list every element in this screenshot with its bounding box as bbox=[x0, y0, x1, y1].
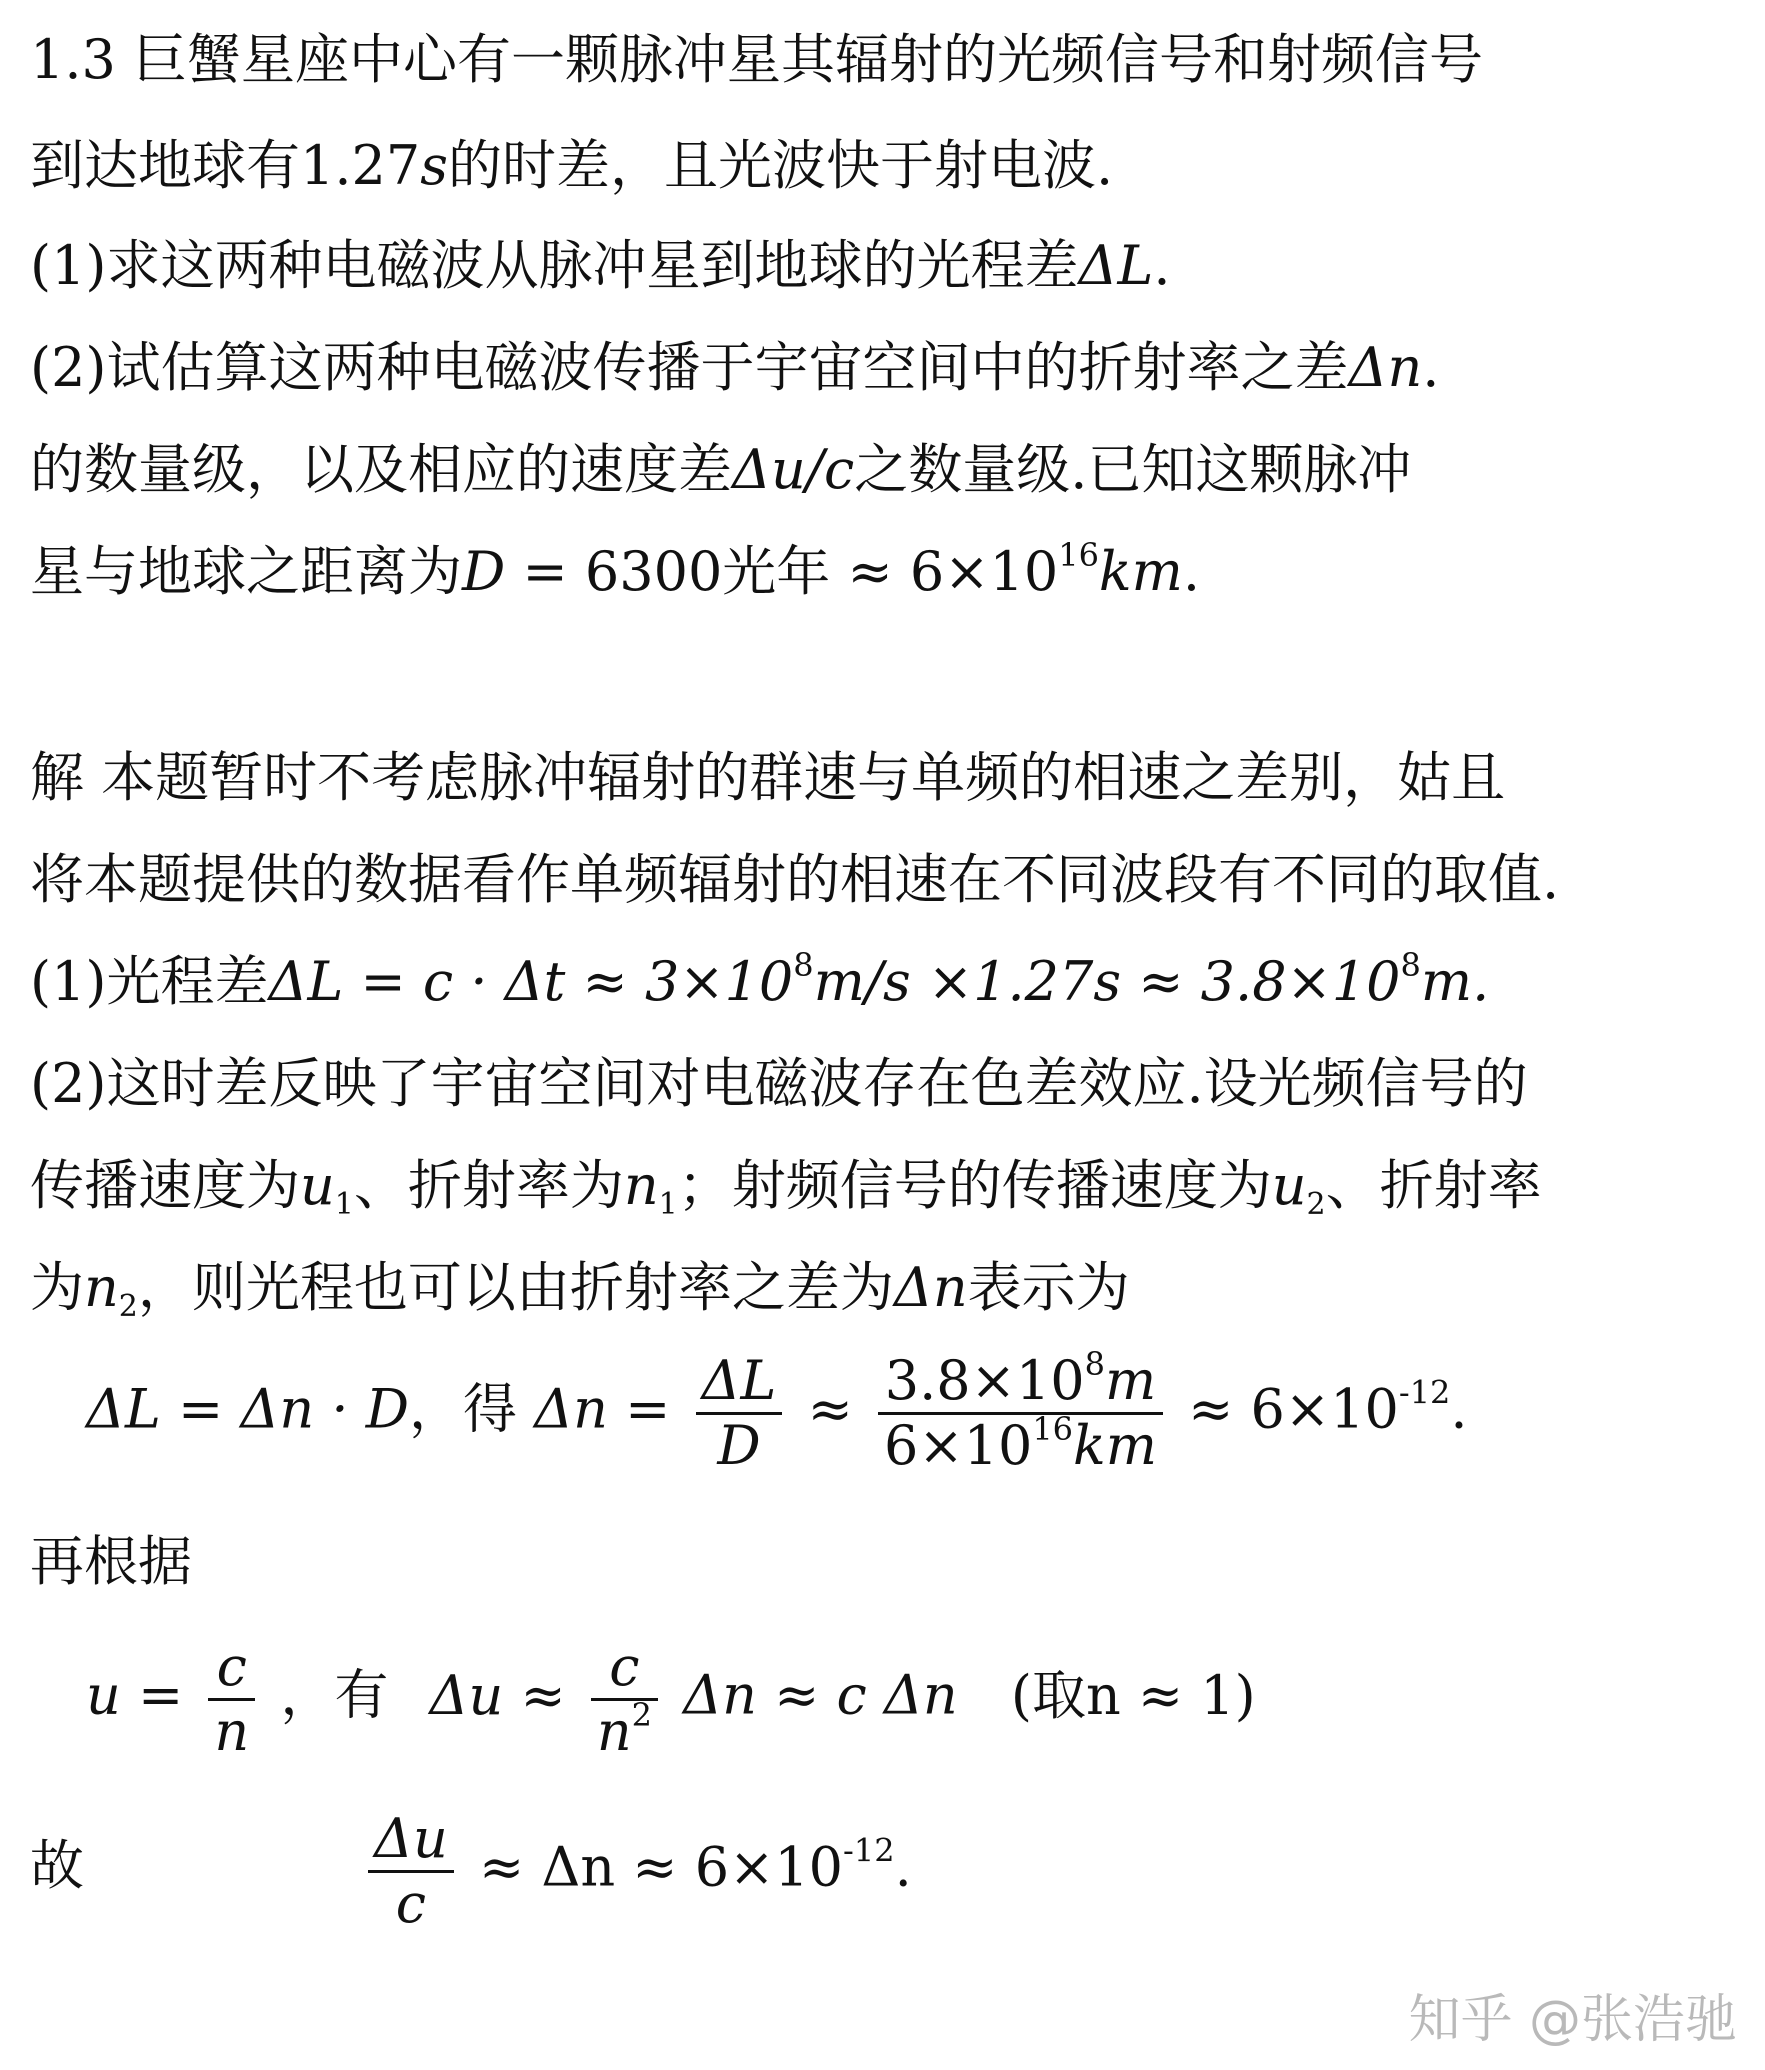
solution-line-5: 传播速度为$u_1$、折射率为$n_1$；射频信号的传播速度为$u_2$、折射率 bbox=[30, 1154, 1542, 1222]
equation-delta-u: u = $\frac{c}{n}$ ，有 Δu ≈ $\frac{c}{n^2}$ Δn ≈ c Δn (取n ≈ 1) bbox=[86, 1635, 1256, 1763]
equation-final: $\frac{\Delta u}{c}$ ≈ $\Delta n \approx 6\times 10^{-12}$. bbox=[360, 1808, 912, 1935]
problem-line-5: 的数量级，以及相应的速度差Δu/c之数量级.已知这颗脉冲 bbox=[30, 438, 1412, 501]
solution-line-4: (2)这时差反映了宇宙空间对电磁波存在色差效应.设光频信号的 bbox=[30, 1052, 1528, 1115]
fraction-c-over-n-squared: $\frac{c}{n^2}$ bbox=[591, 1636, 658, 1763]
solution-line-2: 将本题提供的数据看作单频辐射的相速在不同波段有不同的取值. bbox=[30, 848, 1560, 911]
fraction-numeric: $\frac{3.8\times 10^8m}{6\times 10^{16}km}$ bbox=[878, 1350, 1163, 1477]
problem-line-6: 星与地球之距离为D = 6300光年 ≈ $6\times 10^{16}km$. bbox=[30, 536, 1201, 603]
solution-line-6: 为$n_2$，则光程也可以由折射率之差为Δn表示为 bbox=[30, 1256, 1130, 1324]
solution-line-3: (1)光程差$\Delta L = c \cdot \Delta t \approx 3\times 10^8m/s \times 1.27s \approx 3.8\times 10^8m$. bbox=[30, 946, 1490, 1013]
fraction-dl-over-d: $\frac{\Delta L}{D}$ bbox=[696, 1350, 783, 1477]
fraction-c-over-n: $\frac{c}{n}$ bbox=[208, 1636, 255, 1763]
watermark: 知乎 @张浩驰 bbox=[1408, 1990, 1737, 2050]
solution-line-7: 再根据 bbox=[30, 1530, 192, 1593]
problem-line-3: (1)求这两种电磁波从脉冲星到地球的光程差ΔL. bbox=[30, 234, 1171, 297]
problem-line-1: 1.3 巨蟹星座中心有一颗脉冲星其辐射的光频信号和射频信号 bbox=[30, 28, 1484, 91]
solution-line-8: 故 bbox=[30, 1834, 84, 1897]
problem-line-4: (2)试估算这两种电磁波传播于宇宙空间中的折射率之差Δn. bbox=[30, 336, 1440, 399]
solution-line-1: 解 本题暂时不考虑脉冲辐射的群速与单频的相速之差别，姑且 bbox=[30, 746, 1506, 809]
fraction-du-over-c: $\frac{\Delta u}{c}$ bbox=[368, 1808, 454, 1935]
problem-line-2: 到达地球有1.27s的时差，且光波快于射电波. bbox=[30, 134, 1114, 197]
equation-delta-n: ΔL = Δn · D，得 Δn = $\frac{\Delta L}{D}$ ≈ $\frac{3.8\times 10^8m}{6\times 10^{16}km}$ ≈ $6\times 10^{-12}$. bbox=[86, 1345, 1468, 1477]
